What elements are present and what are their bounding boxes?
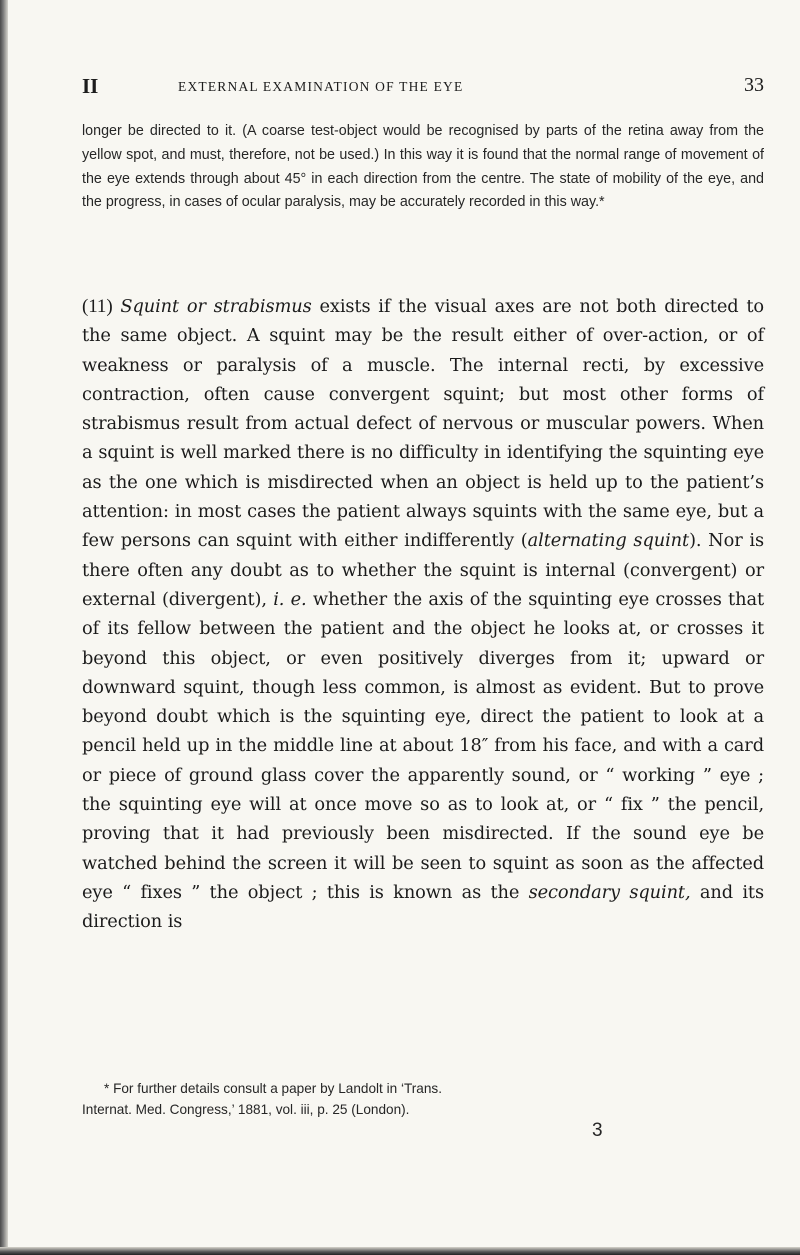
page-header: [82, 74, 764, 98]
footnote: [82, 1078, 764, 1120]
page-number: 33: [744, 74, 764, 96]
paragraph-text-1: exists if the visual axes are not both directed to the same object. A squint may be the result either of over-action, or of weakness or paralysis of a muscle. The internal recti, by excessive contraction, often cause convergent squint; but most other forms of strabismus result from actual defect of nervous or muscular powers. When a squint is well marked there is no difficulty in identifying the squinting eye as the one which is misdirected when an object is held up to the patient’s attention: in most cases the patient always squints with the same eye, but a few persons can squint with either indifferently (: [82, 296, 764, 552]
chapter-number: II: [82, 74, 99, 98]
footnote-line-1: * For further details consult a paper by Landolt in ‘Trans.: [104, 1081, 443, 1096]
ie-abbreviation: i. e.: [273, 588, 307, 610]
secondary-squint-term: secondary squint,: [528, 881, 691, 903]
paragraph-text-2: ). Nor is there often any doubt as to whether the squint is internal (convergent) or external (divergent),: [82, 530, 764, 610]
running-title: EXTERNAL EXAMINATION OF THE EYE: [178, 79, 464, 94]
paragraph-text-4: and its direction is: [82, 881, 764, 933]
paragraph-text-3: whether the axis of the squinting eye crosses that of its fellow between the patient and the object he looks at, or crosses it beyond this object, or even positively diverges from it; upward or downward squint, though less common, is almost as evident. But to prove beyond doubt which is the squinting eye, direct the patient to look at a pencil held up in the middle line at about 18″ from his face, and with a card or piece of ground glass cover the apparently sound, or “ working ” eye ; the squinting eye will at once move so as to look at, or “ fix ” the pencil, proving that it had previously been misdirected. If the sound eye be watched behind the screen it will be seen to squint as soon as the affected eye “ fixes ” the object ; this is known as the: [82, 588, 764, 903]
page-bottom-edge: [0, 1247, 800, 1255]
signature-mark: 3: [592, 1120, 603, 1141]
section-number: (11): [82, 296, 113, 317]
footnote-line-2: Internat. Med. Congress,’ 1881, vol. iii, p. 25 (London).: [82, 1102, 410, 1117]
squint-paragraph: [82, 292, 764, 937]
binding-edge: [0, 0, 8, 1255]
section-term: Squint or strabismus: [120, 296, 312, 317]
continued-paragraph: longer be directed to it. (A coarse test-object would be recognised by parts of the retina away from the yellow spot, and must, therefore, not be used.) In this way it is found that the normal range of movement of the eye extends through about 45° in each direction from the centre. The state of mobility of the eye, and the progress, in cases of ocular paralysis, may be accurately recorded in this way.*: [82, 123, 764, 211]
alternating-squint-term: alternating squint: [527, 530, 690, 552]
